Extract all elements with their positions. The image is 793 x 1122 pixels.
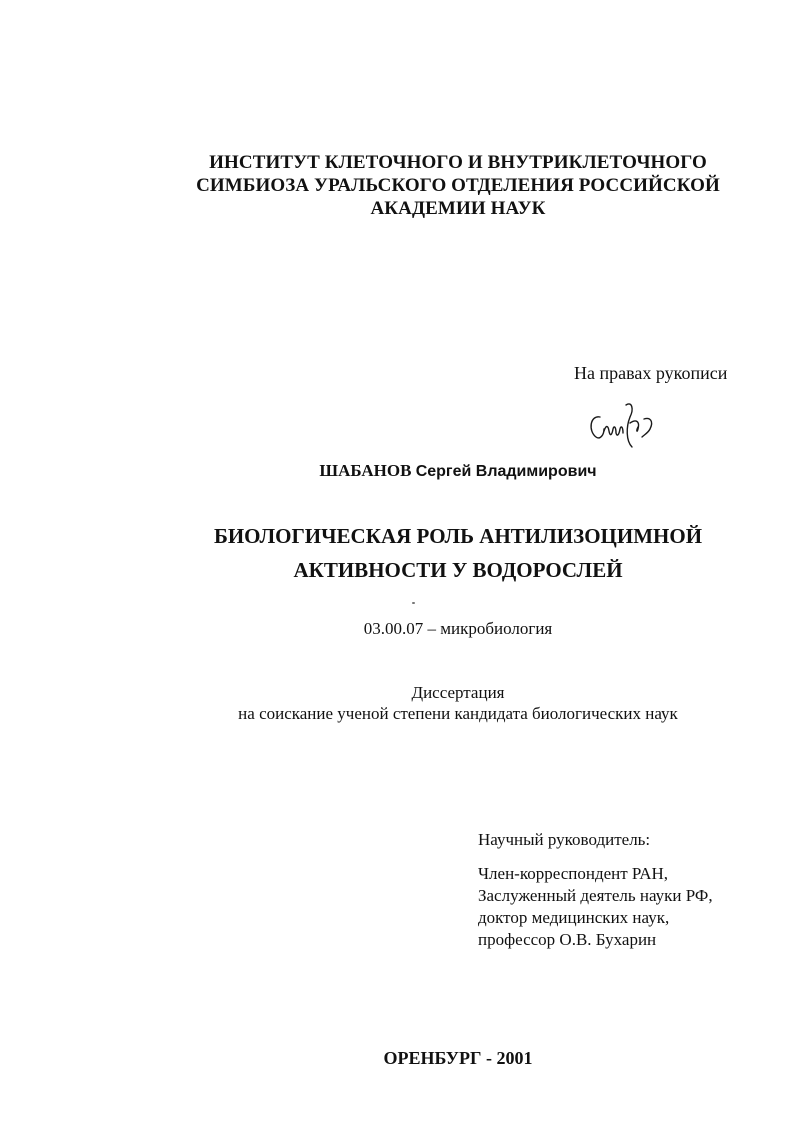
supervisor-line: доктор медицинских наук, (478, 908, 670, 927)
degree-line: Диссертация (411, 683, 505, 702)
author-surname: ШАБАНОВ (319, 461, 412, 480)
supervisor-block (478, 829, 713, 951)
author-given-names: Сергей Владимирович (415, 463, 597, 480)
institute-line: СИМБИОЗА УРАЛЬСКОГО ОТДЕЛЕНИЯ РОССИЙСКОЙ (196, 175, 720, 196)
supervisor-heading: Научный руководитель: (478, 830, 651, 849)
signature-icon (586, 397, 664, 449)
specialty-code: 03.00.07 – микробиология (363, 619, 553, 638)
city-year: ОРЕНБУРГ - 2001 (383, 1048, 533, 1068)
supervisor-line: Заслуженный деятель науки РФ, (478, 886, 713, 905)
thesis-title-line: АКТИВНОСТИ У ВОДОРОСЛЕЙ (293, 558, 623, 582)
scan-speck (412, 602, 415, 604)
manuscript-note: На правах рукописи (574, 363, 728, 383)
degree-statement (0, 682, 793, 724)
thesis-title-line: БИОЛОГИЧЕСКАЯ РОЛЬ АНТИЛИЗОЦИМНОЙ (213, 524, 703, 548)
institute-line: ИНСТИТУТ КЛЕТОЧНОГО И ВНУТРИКЛЕТОЧНОГО (209, 152, 707, 173)
institute-line: АКАДЕМИИ НАУК (370, 198, 546, 219)
author-name (0, 460, 793, 483)
degree-line: на соискание ученой степени кандидата биологических наук (238, 704, 678, 723)
institute-name (0, 151, 793, 220)
thesis-title (0, 519, 793, 587)
supervisor-line: профессор О.В. Бухарин (478, 930, 657, 949)
supervisor-line: Член-корреспондент РАН, (478, 864, 668, 883)
